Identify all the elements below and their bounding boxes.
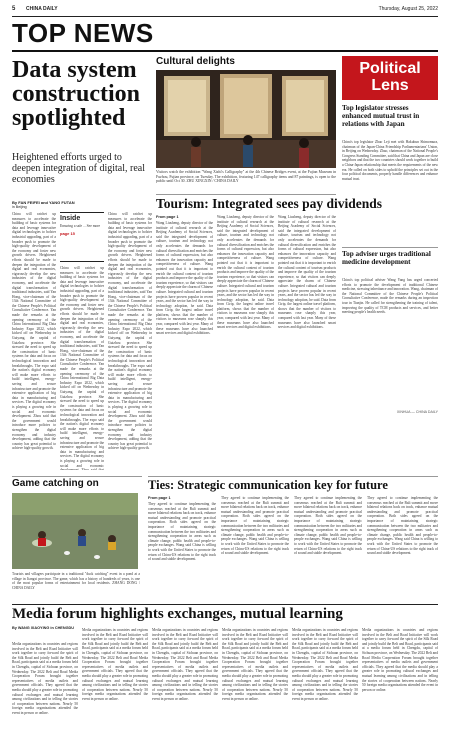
lead-dateline: in Beijing bbox=[12, 205, 27, 209]
tourism-headline: Tourism: Integrated sees pay dividends bbox=[156, 196, 383, 211]
lead-body-col3: China will ratchet up measures to accelerate the building of basic systems for data and leverage innovative digital technologies to bolster industrial upgrading, part of a broader push to promote the high-quality development of the economy and foster new growth drivers. Heightened efforts should be made to deepen the integration of the digital and real economies, vigorously develop the new industries of the digital economy, and accelerate the digital transformation of traditional industries, said Yan Hong, vice-chairman of the 13th National Committee of the Chinese People's Political Consultative Conference. Yan made the remarks at the opening ceremony of the China International Big Data Industry Expo 2022, which kicked off on Wednesday in Guiyang, the capital of Guizhou province. She stressed the need to speed up the construction of basic systems for data and focus on technological innovation and breakthroughs. The expo said the nation's digital economy will make more efforts to build intelligent, energy-saving and secure infrastructure and promote the extensive application of big data in manufacturing and services. The digital economy is playing a growing role in social and economic development. Zhou said that the government would introduce more policies to strengthen the digital economy and industry development, adding that the country has great potential to achieve high-quality growth. bbox=[108, 212, 152, 451]
duck-catching-image bbox=[12, 493, 138, 569]
inside-page-link[interactable]: page 15 bbox=[60, 230, 75, 236]
cultural-caption: Visitors watch the exhibition "Wang Xizhi's Calligraphy" at the 4th Chinese Bridges event, at the Fujian Museum in Fuzhou, Fujian province, on Tuesday. The exhibition, featuring 147 calligraphy items and 87 paintings, is open to the public until Oct 30. ZHU XINGXIN / CHINA DAILY bbox=[156, 170, 336, 184]
section-title: TOP NEWS bbox=[12, 18, 154, 48]
media-body-col3: Media organizations in countries and regions involved in the Belt and Road Initiative will work together to carry forward the spirit of the Silk Road and jointly build the Belt and Road, participants said at a media forum held in Chengdu, capital of Sichuan province, on Wednesday. The 2022 Belt and Road Media Cooperation Forum brought together representatives of media outlets and government officials. They agreed that the media should play a greater role in promoting cultural exchanges and mutual learning among civilizations and in telling the stories of cooperation between nations. Nearly 50 foreign media organizations attended the event in person or online. bbox=[152, 628, 218, 701]
game-caption: Tourists and villagers participate in a traditional "duck catching" event in a pond at a village in Jiangxi province. The game, which has a history of hundreds of years, is one of the most popular forms of entertainment for local residents. ZHANG DONG / CHINA DAILY bbox=[12, 572, 140, 590]
exhibition-hall-image bbox=[156, 70, 336, 168]
lead-body-col1: China will ratchet up measures to accelerate the building of basic systems for data and leverage innovative digital technologies to bolster industrial upgrading, part of a broader push to promote the high-quality development of the economy and foster new growth drivers. Heightened efforts should be made to deepen the integration of the digital and real economies, vigorously develop the new industries of the digital economy, and accelerate the digital transformation of traditional industries, said Yan Hong, vice-chairman of the 13th National Committee of the Chinese People's Political Consultative Conference. Yan made the remarks at the opening ceremony of the China International Big Data Industry Expo 2022, which kicked off on Wednesday in Guiyang, the capital of Guizhou province. She stressed the need to speed up the construction of basic systems for data and focus on technological innovation and breakthroughs. The expo said the nation's digital economy will make more efforts to build intelligent, energy-saving and secure infrastructure and promote the extensive application of big data in manufacturing and services. The digital economy is playing a growing role in social and economic development. Zhou said that the government would introduce more policies to strengthen the digital economy and industry development, adding that the country has great potential to achieve high-quality growth. bbox=[12, 212, 56, 451]
lead-byline: By FAN FEIFEI and YANG FUTAN bbox=[12, 200, 75, 205]
tourism-body-col3: Wang Liusheng, deputy director of the institute of cultural research at the Beijing Academy of Social Sciences, said the integrated development of culture, tourism and technology not only accelerates the demands for cultural diversification and enriches the forms of cultural expression, but also enhances the innovation capacity and competitiveness of culture. Wang pointed out that it is important to enrich the cultural content of tourism products and improve the quality of the tourism experience, so that visitors can deeply appreciate the charm of Chinese culture. Integrated cultural and tourism projects have proven popular in recent years, and the sector has led the way in technology adoption, he said. Data from Ctrip, the largest online travel platform, shows that the number of visitors to museums rose sharply this year, compared with last year. Many of these museums have also launched smart services and digital exhibitions. bbox=[278, 215, 336, 330]
tourism-body-col1: Wang Liusheng, deputy director of the institute of cultural research at the Beijing Academy of Social Sciences, said the integrated development of culture, tourism and technology not only accelerates the demands for cultural diversification and enriches the forms of cultural expression, but also enhances the innovation capacity and competitiveness of culture. Wang pointed out that it is important to enrich the cultural content of tourism products and improve the quality of the tourism experience, so that visitors can deeply appreciate the charm of Chinese culture. Integrated cultural and tourism projects have proven popular in recent years, and the sector has led the way in technology adoption, he said. Data from Ctrip, the largest online travel platform, shows that the number of visitors to museums rose sharply this year, compared with last year. Many of these museums have also launched smart services and digital exhibitions. bbox=[156, 221, 213, 336]
media-headline: Media forum highlights exchanges, mutual learning bbox=[12, 606, 343, 622]
sidebar-story1-headline: Top legislator stresses enhanced mutual trust in relations with Japan bbox=[342, 104, 420, 128]
inside-box bbox=[60, 212, 104, 262]
ties-from-page: From page 1 bbox=[148, 496, 171, 500]
ties-headline: Ties: Strategic communication key for future bbox=[148, 478, 388, 492]
ties-body-col4: They agreed to continue implementing the consensus reached at the Bali summit and move bilateral relations back on track, enhance mutual understanding and promote practical cooperation. Both sides agreed on the importance of maintaining strategic communication between the two militaries and strengthening cooperation in areas such as climate change, public health and people-to-people exchanges. Wang said China is willing to work with the United States to promote the return of China-US relations to the right track of sound and stable development. bbox=[367, 496, 438, 556]
inside-label: Inside bbox=[60, 215, 81, 222]
inside-text: Ensuring a safe ... See more bbox=[60, 224, 101, 228]
cultural-heading: Cultural delights bbox=[156, 56, 235, 67]
paper-name: CHINA DAILY bbox=[26, 6, 58, 12]
sidebar-story2-body: China's top political adviser Wang Yang has urged concerted efforts to promote the development of traditional Chinese medicine, stressing inheritance and innovation. Wang, chairman of the National Committee of the Chinese People's Political Consultative Conference, made the remarks during an inspection tour in Tianjin. He called for strengthening the training of talent, improving the quality of TCM products and services, and better meeting people's health needs. bbox=[342, 278, 438, 315]
lead-body-col2: China will ratchet up measures to accelerate the building of basic systems for data and leverage innovative digital technologies to bolster industrial upgrading, part of a broader push to promote the high-quality development of the economy and foster new growth drivers. Heightened efforts should be made to deepen the integration of the digital and real economies, vigorously develop the new industries of the digital economy, and accelerate the digital transformation of traditional industries, said Yan Hong, vice-chairman of the 13th National Committee of the Chinese People's Political Consultative Conference. Yan made the remarks at the opening ceremony of the China International Big Data Industry Expo 2022, which kicked off on Wednesday in Guiyang, the capital of Guizhou province. She stressed the need to speed up the construction of basic systems for data and focus on technological innovation and breakthroughs. The expo said the nation's digital economy will make more efforts to build intelligent, energy-saving and secure infrastructure and promote the extensive application of big data in manufacturing and services. The digital economy is playing a growing role in social and economic bbox=[60, 266, 104, 468]
media-body-col4: Media organizations in countries and regions involved in the Belt and Road Initiative will work together to carry forward the spirit of the Silk Road and jointly build the Belt and Road, participants said at a media forum held in Chengdu, capital of Sichuan province, on Wednesday. The 2022 Belt and Road Media Cooperation Forum brought together representatives of media outlets and government officials. They agreed that the media should play a greater role in promoting cultural exchanges and mutual learning among civilizations and in telling the stories of cooperation between nations. Nearly 50 foreign media organizations attended the event in person or online. bbox=[222, 628, 288, 701]
political-lens-banner bbox=[342, 56, 438, 100]
political-lens-title-2: Lens bbox=[371, 77, 409, 94]
media-body-col2: Media organizations in countries and regions involved in the Belt and Road Initiative will work together to carry forward the spirit of the Silk Road and jointly build the Belt and Road, participants said at a media forum held in Chengdu, capital of Sichuan province, on Wednesday. The 2022 Belt and Road Media Cooperation Forum brought together representatives of media outlets and government officials. They agreed that the media should play a greater role in promoting cultural exchanges and mutual learning among civilizations and in telling the stories of cooperation between nations. Nearly 50 foreign media organizations attended the event in person or online. bbox=[82, 628, 148, 701]
tourism-from-page: From page 1 bbox=[156, 215, 179, 219]
masthead bbox=[12, 6, 438, 16]
issue-date: Thursday, August 25, 2022 bbox=[378, 6, 438, 12]
political-lens-title-1: Political bbox=[359, 60, 421, 77]
page-number: 5 bbox=[12, 6, 16, 12]
media-byline: By WANG XIAOYING in CHENGDU bbox=[12, 626, 75, 630]
media-body-col5: Media organizations in countries and regions involved in the Belt and Road Initiative will work together to carry forward the spirit of the Silk Road and jointly build the Belt and Road, participants said at a media forum held in Chengdu, capital of Sichuan province, on Wednesday. The 2022 Belt and Road Media Cooperation Forum brought together representatives of media outlets and government officials. They agreed that the media should play a greater role in promoting cultural exchanges and mutual learning among civilizations and in telling the stories of cooperation between nations. Nearly 50 foreign media organizations attended the event in person or online. bbox=[292, 628, 358, 701]
cultural-photo bbox=[156, 70, 336, 168]
lead-deck: Heightened efforts urged to deepen integration of digital, real economies bbox=[12, 152, 146, 185]
sidebar-story1-body: China's top legislator Zhao Leji met with Hakubun Shimomura, chairman of the Japan-China Friendship Parliamentarians' Union, in Beijing on Wednesday. Zhao, chairman of the National People's Congress Standing Committee, said that China and Japan are close neighbors and that the two countries should work together to build a China-Japan relationship that meets the requirements of the new era. He called on both sides to uphold the principles set out in the four political documents, properly handle differences and enhance mutual trust. bbox=[342, 140, 438, 181]
game-heading: Game catching on bbox=[12, 478, 99, 489]
sidebar-story2-headline: Top adviser urges traditional medicine development bbox=[342, 250, 431, 266]
media-body-col1: Media organizations in countries and regions involved in the Belt and Road Initiative will work together to carry forward the spirit of the Silk Road and jointly build the Belt and Road, participants said at a media forum held in Chengdu, capital of Sichuan province, on Wednesday. The 2022 Belt and Road Media Cooperation Forum brought together representatives of media outlets and government officials. They agreed that the media should play a greater role in promoting cultural exchanges and mutual learning among civilizations and in telling the stories of cooperation between nations. Nearly 50 foreign media organizations attended the event in person or online. bbox=[12, 642, 78, 715]
game-photo bbox=[12, 493, 138, 569]
ties-body-col3: They agreed to continue implementing the consensus reached at the Bali summit and move bilateral relations back on track, enhance mutual understanding and promote practical cooperation. Both sides agreed on the importance of maintaining strategic communication between the two militaries and strengthening cooperation in areas such as climate change, public health and people-to-people exchanges. Wang said China is willing to work with the United States to promote the return of China-US relations to the right track of sound and stable development. bbox=[294, 496, 362, 556]
lead-headline: Data system construction spotlighted bbox=[12, 57, 140, 131]
ties-body-col2: They agreed to continue implementing the consensus reached at the Bali summit and move bilateral relations back on track, enhance mutual understanding and promote practical cooperation. Both sides agreed on the importance of maintaining strategic communication between the two militaries and strengthening cooperation in areas such as climate change, public health and people-to-people exchanges. Wang said China is willing to work with the United States to promote the return of China-US relations to the right track of sound and stable development. bbox=[221, 496, 289, 556]
media-body-col6: Media organizations in countries and regions involved in the Belt and Road Initiative will work together to carry forward the spirit of the Silk Road and jointly build the Belt and Road, participants said at a media forum held in Chengdu, capital of Sichuan province, on Wednesday. The 2022 Belt and Road Media Cooperation Forum brought together representatives of media outlets and government officials. They agreed that the media should play a greater role in promoting cultural exchanges and mutual learning among civilizations and in telling the stories of cooperation between nations. Nearly 50 foreign media organizations attended the event in person or online. bbox=[362, 628, 438, 692]
tourism-body-col2: Wang Liusheng, deputy director of the institute of cultural research at the Beijing Academy of Social Sciences, said the integrated development of culture, tourism and technology not only accelerates the demands for cultural diversification and enriches the forms of cultural expression, but also enhances the innovation capacity and competitiveness of culture. Wang pointed out that it is important to enrich the cultural content of tourism products and improve the quality of the tourism experience, so that visitors can deeply appreciate the charm of Chinese culture. Integrated cultural and tourism projects have proven popular in recent years, and the sector has led the way in technology adoption, he said. Data from Ctrip, the largest online travel platform, shows that the number of visitors to museums rose sharply this year, compared with last year. Many of these museums have also launched smart services and digital exhibitions. bbox=[217, 215, 274, 330]
sidebar-footer: XINHUA — CHINA DAILY bbox=[396, 410, 438, 414]
ties-body-col1: They agreed to continue implementing the consensus reached at the Bali summit and move bilateral relations back on track, enhance mutual understanding and promote practical cooperation. Both sides agreed on the importance of maintaining strategic communication between the two militaries and strengthening cooperation in areas such as climate change, public health and people-to-people exchanges. Wang said China is willing to work with the United States to promote the return of China-US relations to the right track of sound and stable development. bbox=[148, 502, 216, 562]
